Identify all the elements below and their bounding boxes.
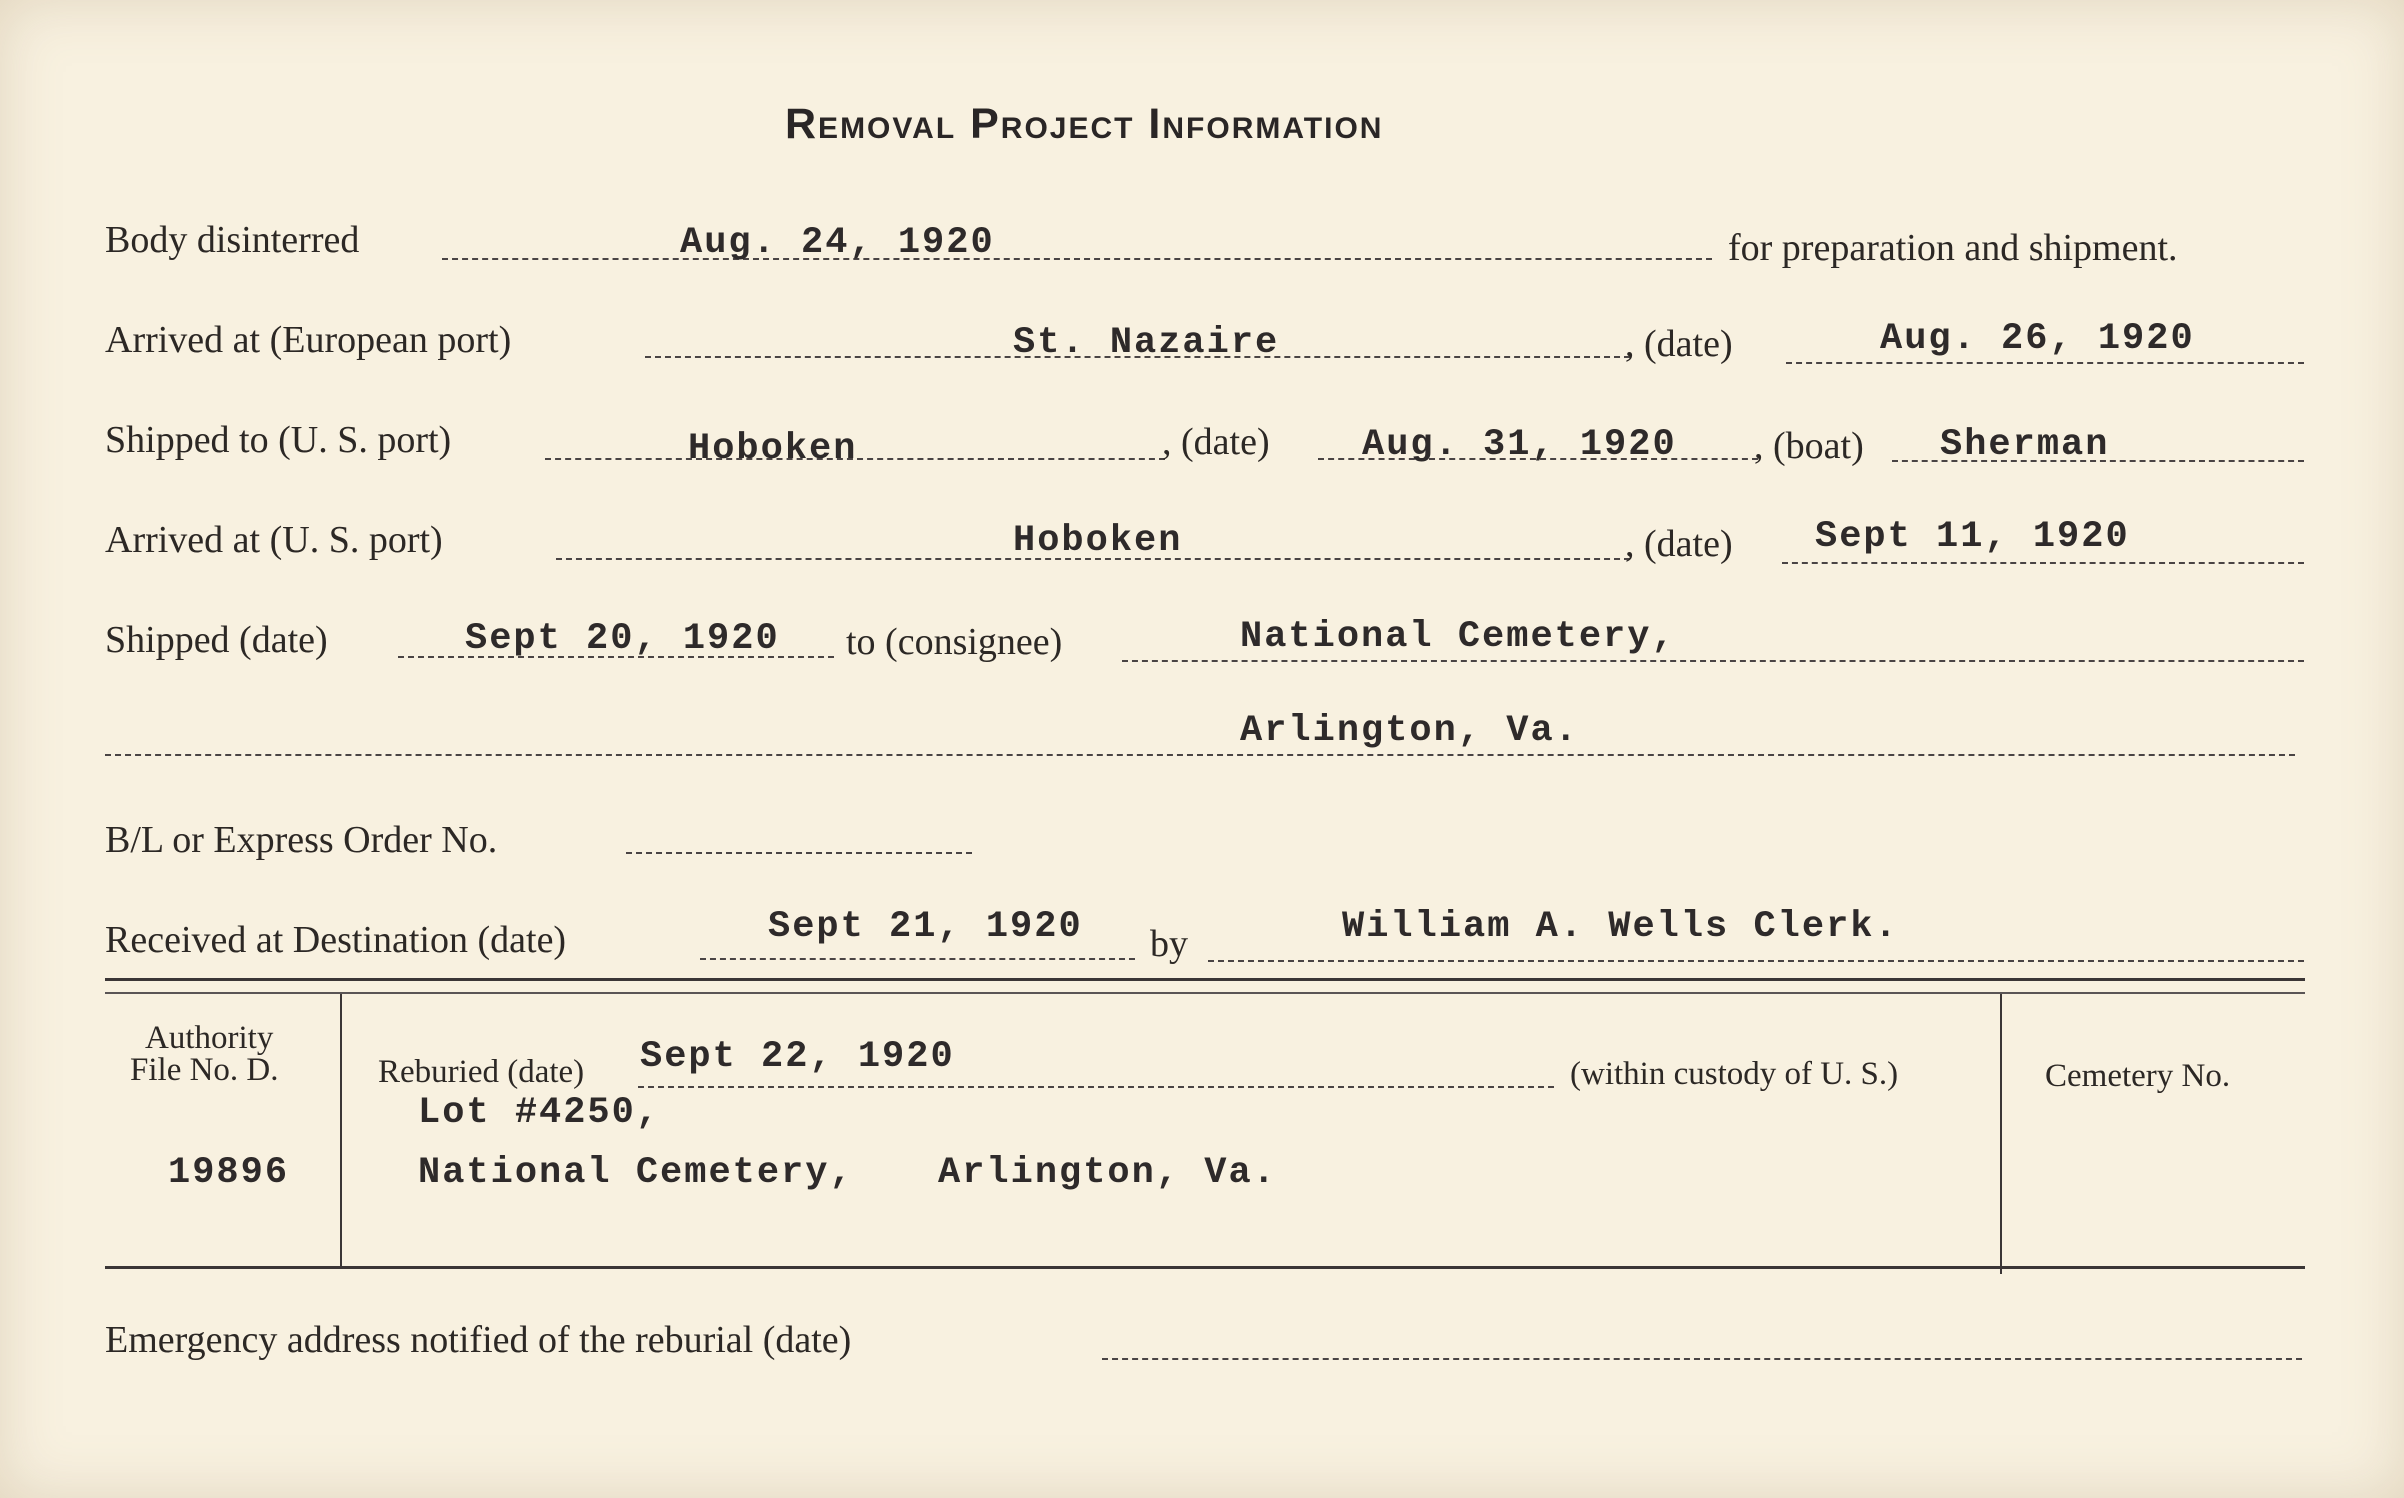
- arrived-us-label: Arrived at (U. S. port): [105, 519, 443, 561]
- received-by-label: by: [1150, 923, 1188, 965]
- arrived-us-date-line: [1782, 562, 2304, 564]
- arrived-us-date: Sept 11, 1920: [1815, 516, 2130, 558]
- bl-label: B/L or Express Order No.: [105, 819, 498, 861]
- shipped-label: Shipped (date): [105, 619, 328, 661]
- authority-label-1: Authority: [145, 1020, 274, 1056]
- table-top-rule-2: [105, 992, 2305, 994]
- disinterred-date: Aug. 24, 1920: [680, 222, 995, 264]
- consignee-line-2: [105, 754, 2295, 756]
- consignee-line-1-text: National Cemetery,: [1240, 616, 1676, 658]
- disinterred-suffix: for preparation and shipment.: [1728, 227, 2178, 269]
- arrived-europe-label: Arrived at (European port): [105, 319, 512, 361]
- received-by-line: [1208, 960, 2304, 962]
- bl-line: [626, 852, 972, 854]
- received-by: William A. Wells Clerk.: [1342, 906, 1899, 948]
- shipped-us-boat: Sherman: [1940, 424, 2110, 466]
- reburied-line: [638, 1086, 1554, 1088]
- table-top-rule: [105, 978, 2305, 981]
- consignee-line-1: [1122, 660, 2304, 662]
- arrived-europe-date: Aug. 26, 1920: [1880, 318, 2195, 360]
- emergency-label: Emergency address notified of the reburial (date): [105, 1319, 852, 1361]
- arrived-europe-date-label: , (date): [1625, 323, 1733, 365]
- arrived-us-date-label: , (date): [1625, 523, 1733, 565]
- received-label: Received at Destination (date): [105, 919, 567, 961]
- reburied-lot: Lot #4250,: [418, 1092, 661, 1134]
- disinterred-line: [442, 258, 1712, 260]
- shipped-us-date: Aug. 31, 1920: [1362, 424, 1677, 466]
- disinterred-label: Body disinterred: [105, 219, 360, 261]
- reburied-location: Arlington, Va.: [938, 1152, 1277, 1194]
- table-divider-left: [340, 994, 342, 1266]
- shipped-date: Sept 20, 1920: [465, 618, 780, 660]
- reburied-label: Reburied (date): [378, 1054, 585, 1090]
- authority-label-2: File No. D.: [130, 1052, 279, 1088]
- table-bottom-rule: [105, 1266, 2305, 1269]
- received-date-line: [700, 958, 1135, 960]
- reburied-date: Sept 22, 1920: [640, 1036, 955, 1078]
- shipped-us-boat-label: , (boat): [1754, 425, 1864, 467]
- arrived-europe-date-line: [1786, 362, 2304, 364]
- shipped-us-port: Hoboken: [688, 428, 858, 470]
- card-title: Removal Project Information: [785, 100, 1384, 148]
- received-date: Sept 21, 1920: [768, 906, 1083, 948]
- authority-file-no: 19896: [168, 1152, 290, 1194]
- arrived-us-port: Hoboken: [1013, 520, 1183, 562]
- table-divider-right: [2000, 994, 2002, 1274]
- shipped-us-date-label: , (date): [1162, 421, 1270, 463]
- cemetery-no-label: Cemetery No.: [2045, 1058, 2231, 1094]
- arrived-europe-port: St. Nazaire: [1013, 322, 1280, 364]
- shipped-us-label: Shipped to (U. S. port): [105, 419, 452, 461]
- emergency-line: [1102, 1358, 2302, 1360]
- reburied-custody: (within custody of U. S.): [1570, 1056, 1899, 1092]
- reburied-cemetery: National Cemetery,: [418, 1152, 854, 1194]
- consignee-line-2-text: Arlington, Va.: [1240, 710, 1579, 752]
- consignee-label: to (consignee): [846, 621, 1063, 663]
